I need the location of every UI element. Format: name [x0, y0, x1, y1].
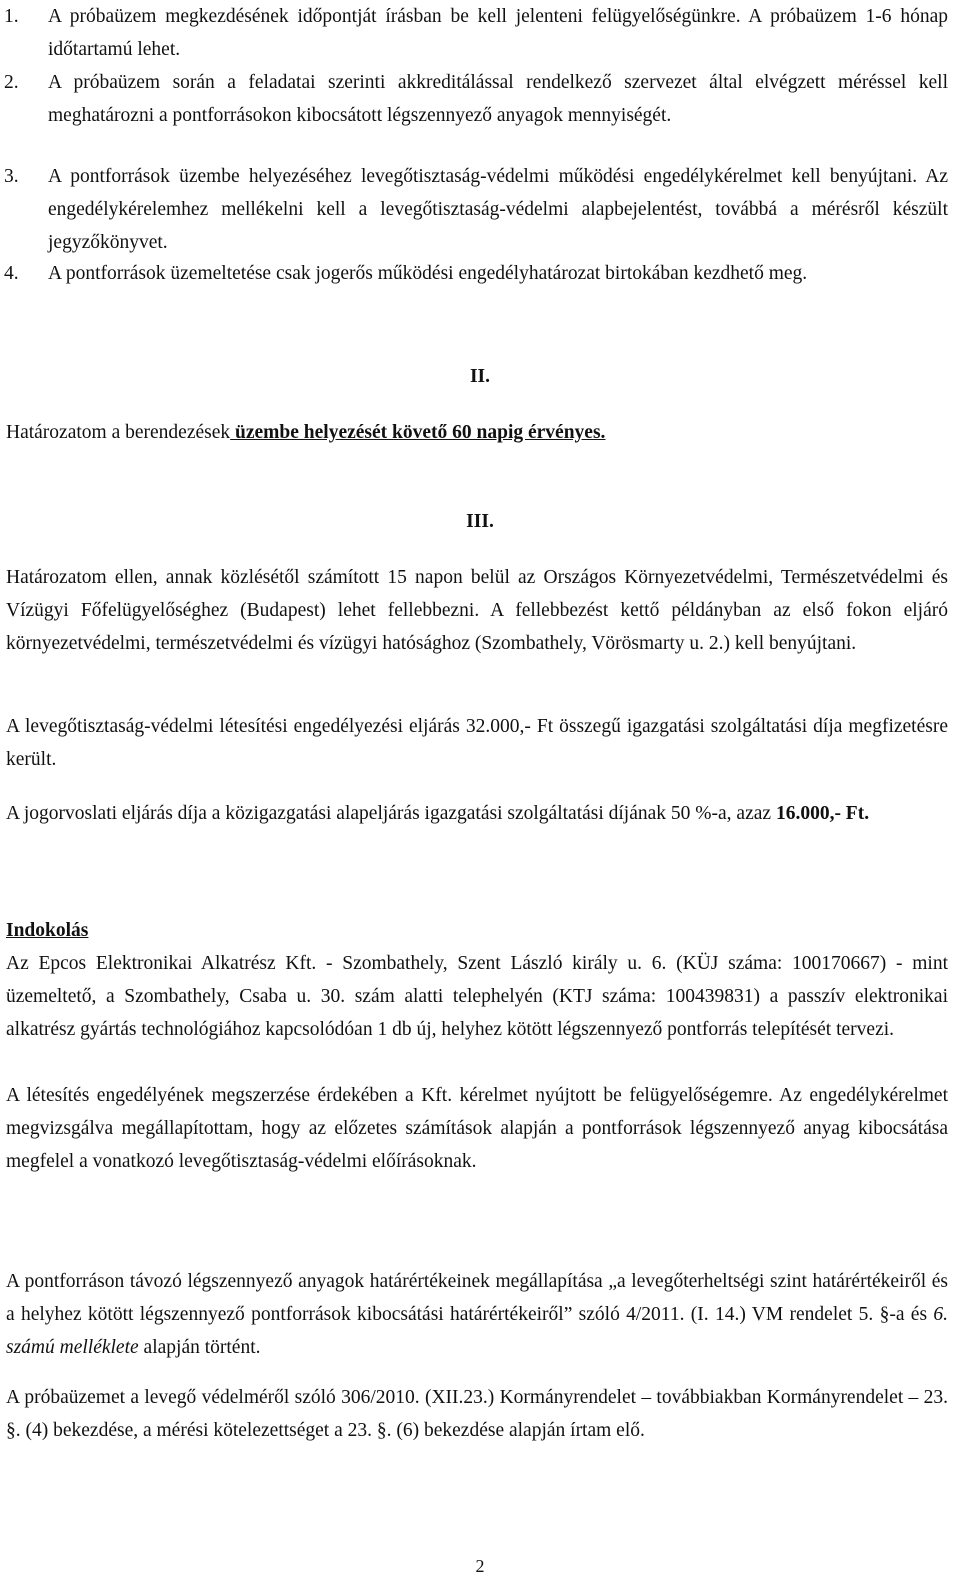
list-text: A pontforrások üzembe helyezéséhez levegőtisztaság-védelmi működési engedélykérelmet kell benyújtani. Az engedélykérelemhez mellékelni kell a levegőtisztaság-védelmi alapbejelentést, továbbá a mérésről készült jegyzőkönyvet.: [48, 166, 948, 253]
limits-annex: 6. számú melléklete: [6, 1304, 948, 1358]
validity-paragraph: [6, 416, 948, 449]
limits-text: A pontforráson távozó légszennyező anyagok határértékeinek megállapítása „a levegőterheltségi szint határértékeiről és a helyhez kötött légszennyező pontforrások kibocsátási határértékeiről” szóló 4/2011. (I. 14.) VM rendelet 5. §-a és: [6, 1271, 948, 1325]
remedy-fee-paragraph: [6, 797, 948, 830]
list-item-2: [4, 66, 948, 132]
validity-emphasis: üzembe helyezését követő 60 napig érvényes.: [230, 422, 606, 443]
indokolas-paragraph-2: A létesítés engedélyének megszerzése érdekében a Kft. kérelmet nyújtott be felügyelőségemre. Az engedélykérelmet megvizsgálva megállapítottam, hogy az előzetes számítások alapján a pontforrások légszennyező anyag kibocsátása megfelel a vonatkozó levegőtisztaság-védelmi előírásoknak.: [6, 1085, 948, 1172]
list-item-4: [4, 257, 948, 290]
list-text: A próbaüzem megkezdésének időpontját írásban be kell jelenteni felügyelőségünkre. A próbaüzem 1-6 hónap időtartamú lehet.: [48, 6, 948, 60]
indokolas-title: Indokolás: [6, 920, 89, 941]
indokolas-paragraph-3: [6, 1265, 948, 1364]
remedy-fee-text: A jogorvoslati eljárás díja a közigazgatási alapeljárás igazgatási szolgáltatási díjának 50 %-a, azaz: [6, 803, 776, 824]
list-number: 3.: [4, 166, 19, 187]
section-heading-iii: III.: [466, 511, 494, 532]
indokolas-heading: [6, 914, 948, 947]
list-number: 1.: [4, 6, 19, 27]
list-number: 4.: [4, 263, 19, 284]
indokolas-paragraph-4: A próbaüzemet a levegő védelméről szóló 306/2010. (XII.23.) Kormányrendelet – továbbiakban Kormányrendelet – 23. §. (4) bekezdése, a mérési kötelezettséget a 23. §. (6) bekezdése alapján írtam elő.: [6, 1387, 948, 1441]
limits-tail: alapján történt.: [138, 1337, 261, 1358]
page-number: 2: [475, 1556, 485, 1576]
appeal-paragraph: Határozatom ellen, annak közlésétől számított 15 napon belül az Országos Környezetvédelmi, Természetvédelmi és Vízügyi Főfelügyelőséghez (Budapest) lehet fellebbezni. A fellebbezést kettő példányban az első fokon eljáró környezetvédelmi, természetvédelmi és vízügyi hatósághoz (Szombathely, Vörösmarty u. 2.) kell benyújtani.: [6, 567, 948, 654]
list-text: A próbaüzem során a feladatai szerinti akkreditálással rendelkező szervezet által elvégzett méréssel kell meghatározni a pontforrásokon kibocsátott légszennyező anyagok mennyiségét.: [48, 72, 948, 126]
list-number: 2.: [4, 72, 19, 93]
fee-paragraph: A levegőtisztaság-védelmi létesítési engedélyezési eljárás 32.000,- Ft összegű igazgatási szolgáltatási díja megfizetésre került.: [6, 716, 948, 770]
section-heading-ii: II.: [469, 366, 491, 387]
list-item-3: [4, 160, 948, 259]
validity-text: Határozatom a berendezések: [6, 422, 231, 443]
list-text: A pontforrások üzemeltetése csak jogerős működési engedélyhatározat birtokában kezdhető meg.: [48, 263, 808, 284]
indokolas-paragraph-1: Az Epcos Elektronikai Alkatrész Kft. - Szombathely, Szent László király u. 6. (KÜJ száma: 100170667) - mint üzemeltető, a Szombathely, Csaba u. 30. szám alatti telephelyén (KTJ száma: 100439831) a passzív elektronikai alkatrész gyártás technológiához kapcsolódóan 1 db új, helyhez kötött légszennyező pontforrás telepítését tervezi.: [6, 953, 948, 1040]
list-item-1: [4, 0, 948, 66]
remedy-fee-amount: 16.000,- Ft.: [775, 803, 870, 824]
